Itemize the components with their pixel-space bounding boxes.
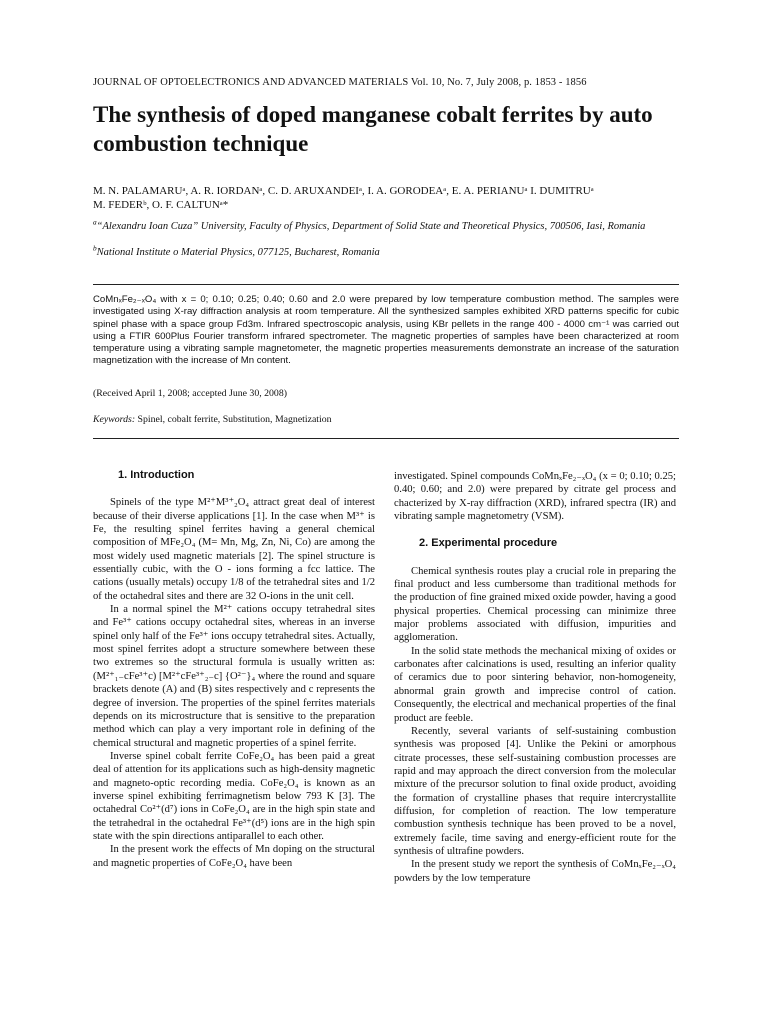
- experimental-paragraph-1: Chemical synthesis routes play a crucial role in preparing the final product and less cumbersome than traditional methods for the production of fine grained mixed oxide powder, having a good physical properties. Chemical processing can minimize three major problems associated with diffusion, impurities and agglomeration.: [394, 565, 676, 644]
- author-list: [93, 184, 693, 212]
- intro-paragraph-3: Inverse spinel cobalt ferrite CoFe₂O₄ has been paid a great deal of attention for its applications such as high-density magnetic and magneto-optic recording media. CoFe₂O₄ is known as an inverse spinel exhibiting ferrimagnetism below 793 K [3]. The octahedral Co²⁺(d⁷) ions in CoFe₂O₄ are in the high spin state and the tetrahedral in the octahedral Fe³⁺(d⁵) ions are in the high spin state with the spin directions antiparallel to each other.: [93, 750, 375, 842]
- keywords-line: [93, 414, 332, 425]
- experimental-paragraph-3: Recently, several variants of self-sustaining combustion synthesis was proposed [4]. Unlike the Pekini or amorphous citrate processes, these self-sustaining combustion processes are rapid and may approach the direct conversion from the molecular mixture of the precursor solution to final oxide product, avoiding the formation of crystalline phases that require intercrystallite diffusion, for completion of reaction. The low temperature combustion synthesis technique has been proved to be a novel, extremely facile, time saving and energy-efficient route for the synthesis of ultrafine powders.: [394, 725, 676, 857]
- right-column: [394, 470, 676, 885]
- received-dates: (Received April 1, 2008; accepted June 30, 2008): [93, 388, 287, 399]
- experimental-paragraph-4: In the present study we report the synthesis of CoMnₓFe₂₋ₓO₄ powders by the low temperature: [394, 859, 676, 884]
- keywords-label: Keywords:: [93, 414, 136, 425]
- intro-paragraph-2: In a normal spinel the M²⁺ cations occupy tetrahedral sites and Fe³⁺ cations occupy octahedral sites, whereas in an inverse spinel only half of the Fe³⁺ ions occupy tetrahedral sites. Actually, most spinel ferrites adopt a structure somewhere between these two extremes so the structural formula is usually written as: (M²⁺₁₋cFe³⁺c) [M²⁺cFe³⁺₂₋c] {O²⁻}₄ where the round and square brackets denote (A) and (B) sites respectively and c represents the degree of inversion. The properties of the spinel ferrites materials depends on its microstructure that is sensitive to the preparation method which can play a very important role in defining of the chemical structural and magnetic properties of a spinel ferrite.: [93, 604, 375, 749]
- intro-paragraph-1: Spinels of the type M²⁺M³⁺₂O₄ attract great deal of interest because of their diverse applications [1]. In the case when M³⁺ is Fe, the resulting spinel ferrites having a general chemical composition of MFe₂O₄ (M= Mn, Mg, Zn, Ni, Co) are among the most widely used magnetic materials [2]. The spinel structure is essentially cubic, with the O - ions forming a fcc lattice. The cations (usually metals) occupy 1/8 of the tetrahedral sites and 1/2 of the octahedral sites and there are 32 O-ions in the unit cell.: [93, 497, 375, 602]
- affiliation-b: [93, 243, 693, 260]
- left-column: [93, 469, 375, 870]
- experimental-paragraph-2: In the solid state methods the mechanical mixing of oxides or carbonates after calcinations is used, resulting an inferior quality of ceramics due to poor sintering behavior, non-homogeneity, abnormal grain growth and imprecise control of cation. Consequently, the electrical and mechanical properties of the final product are feeble.: [394, 645, 676, 724]
- keywords-list: Spinel, cobalt ferrite, Substitution, Magnetization: [137, 414, 332, 425]
- affiliation-b-mark: b: [93, 243, 97, 253]
- abstract-text: CoMnₓFe₂₋ₓO₄ with x = 0; 0.10; 0.25; 0.40; 0.60 and 2.0 were prepared by low temperature combustion method. The samples were investigated using X-ray diffraction analysis at room temperature. All the synthesized samples exhibited XRD patterns specific for cubic spinel phase with a space group Fd3m. Infrared spectroscopic analysis, using KBr pellets in the range 400 - 4000 cm⁻¹ was carried out using a FTIR 600Plus Fourier transform infrared spectrometer. The magnetic properties of samples have been characterized at room temperature using a vibrating sample magnetometer, the magnetic properties measurements demonstrate an increase of the saturation magnetization with the increase of Mn content.: [93, 294, 679, 367]
- affiliation-b-text: National Institute o Material Physics, 077125, Bucharest, Romania: [96, 247, 380, 258]
- abstract-top-rule: [93, 284, 679, 285]
- affiliation-a: [93, 217, 693, 234]
- author-line-1: M. N. PALAMARUᵃ, A. R. IORDANᵃ, C. D. ARUXANDEIᵃ, I. A. GORODEAᵃ, E. A. PERIANUᵃ I. DUMITRUᵃ: [93, 185, 594, 197]
- section-heading-experimental: 2. Experimental procedure: [419, 537, 558, 550]
- author-line-2: M. FEDERᵇ, O. F. CALTUNᵃ*: [93, 199, 229, 211]
- journal-header: JOURNAL OF OPTOELECTRONICS AND ADVANCED MATERIALS Vol. 10, No. 7, July 2008, p. 1853 - 1856: [93, 77, 587, 88]
- affiliation-a-mark: a: [93, 217, 97, 227]
- section-heading-introduction: 1. Introduction: [118, 469, 195, 481]
- abstract-bottom-rule: [93, 438, 679, 439]
- affiliation-a-text: “Alexandru Ioan Cuza” University, Faculty of Physics, Department of Solid State and Theoretical Physics, 700506, Iasi, Romania: [96, 221, 646, 232]
- intro-paragraph-4: In the present work the effects of Mn doping on the structural and magnetic properties of CoFe₂O₄ have been: [93, 844, 375, 869]
- intro-paragraph-continued: investigated. Spinel compounds CoMnₓFe₂₋ₓO₄ (x = 0; 0.10; 0.25; 0.40; 0.60; and 2.0) were prepared by citrate gel process and chacterized by X-ray diffraction (XRD), infrared spectra (IR) and vibrating sample magnetometry (VSM).: [394, 471, 676, 523]
- paper-title: The synthesis of doped manganese cobalt ferrites by auto combustion technique: [93, 102, 653, 156]
